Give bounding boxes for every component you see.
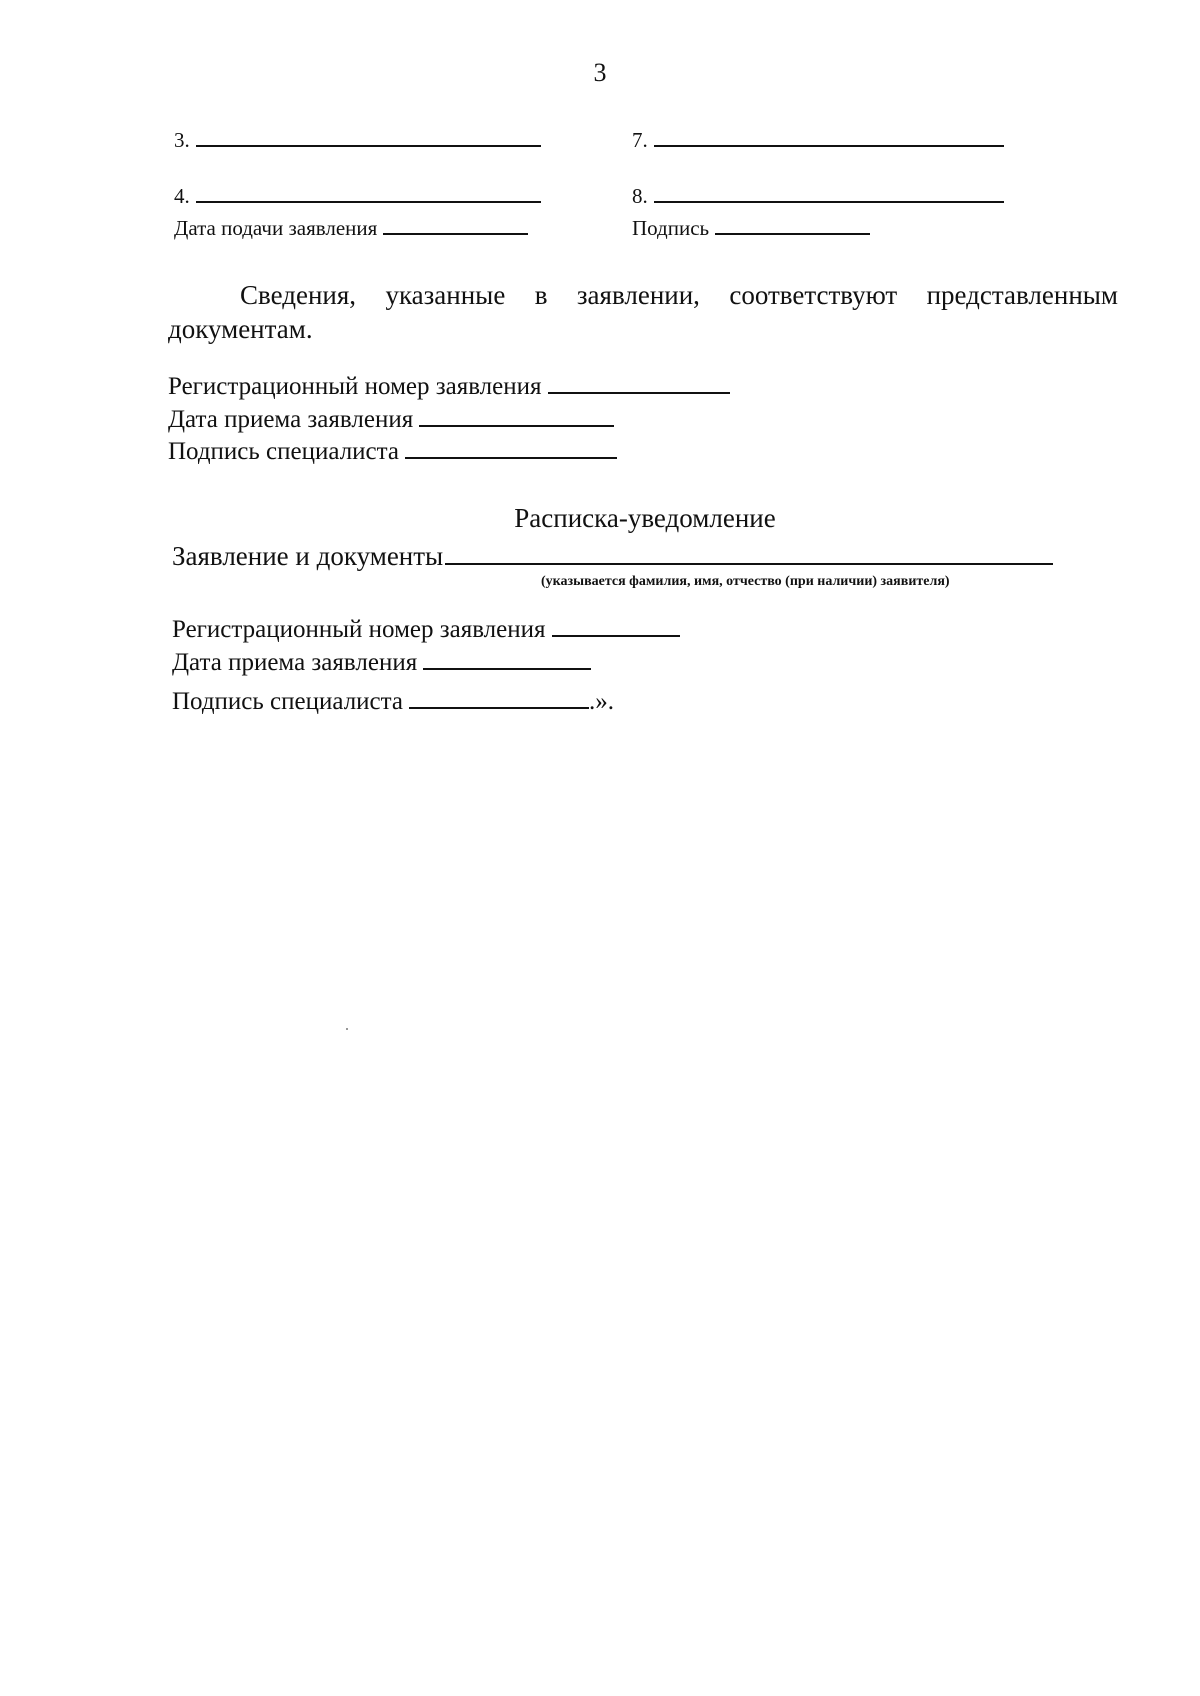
reg-number-label: Регистрационный номер заявления <box>168 373 542 400</box>
notice-receipt-date-label: Дата приема заявления <box>172 649 418 676</box>
notice-reg-number-row <box>172 616 680 644</box>
specialist-signature-label: Подпись специалиста <box>168 438 399 465</box>
list-item-number: 7. <box>632 128 648 152</box>
blank-line[interactable] <box>654 144 1004 147</box>
scan-speck <box>346 1028 348 1030</box>
filing-date-line[interactable] <box>383 232 528 235</box>
list-item-8 <box>632 184 1004 209</box>
blank-line[interactable] <box>654 200 1004 203</box>
notice-specialist-signature-line[interactable] <box>409 706 589 709</box>
list-item-number: 3. <box>174 128 190 152</box>
filing-date-label: Дата подачи заявления <box>174 216 378 240</box>
applicant-hint: (указывается фамилия, имя, отчество (при наличии) заявителя) <box>541 574 950 589</box>
notice-receipt-date-line[interactable] <box>423 667 591 670</box>
reg-number-line[interactable] <box>548 391 730 394</box>
list-item-3 <box>174 128 541 153</box>
filing-date-row <box>174 216 528 241</box>
receipt-notice-title: Расписка-уведомление <box>514 503 776 533</box>
notice-reg-number-label: Регистрационный номер заявления <box>172 616 546 643</box>
reg-number-row <box>168 373 730 401</box>
receipt-date-line[interactable] <box>419 424 614 427</box>
list-item-number: 8. <box>632 184 648 208</box>
page-number: 3 <box>593 58 607 87</box>
specialist-signature-line[interactable] <box>405 456 617 459</box>
receipt-date-label: Дата приема заявления <box>168 406 414 433</box>
list-item-7 <box>632 128 1004 153</box>
applicant-name-line[interactable] <box>445 562 1053 565</box>
signature-label: Подпись <box>632 216 710 240</box>
receipt-date-row <box>168 406 614 434</box>
list-item-4 <box>174 184 541 209</box>
signature-line[interactable] <box>715 232 870 235</box>
list-item-number: 4. <box>174 184 190 208</box>
blank-line[interactable] <box>196 200 541 203</box>
notice-receipt-date-row <box>172 649 591 677</box>
specialist-signature-row <box>168 438 617 466</box>
notice-specialist-signature-label: Подпись специалиста <box>172 688 403 715</box>
documents-row <box>172 541 1053 572</box>
notice-reg-number-line[interactable] <box>552 634 680 637</box>
signature-row <box>632 216 870 241</box>
documents-label: Заявление и документы <box>172 541 444 571</box>
blank-line[interactable] <box>196 144 541 147</box>
verification-paragraph: Сведения, указанные в заявлении, соответствуют представленным документам. <box>168 280 1118 344</box>
closing-mark: .». <box>588 688 614 715</box>
notice-specialist-signature-row <box>172 688 614 716</box>
